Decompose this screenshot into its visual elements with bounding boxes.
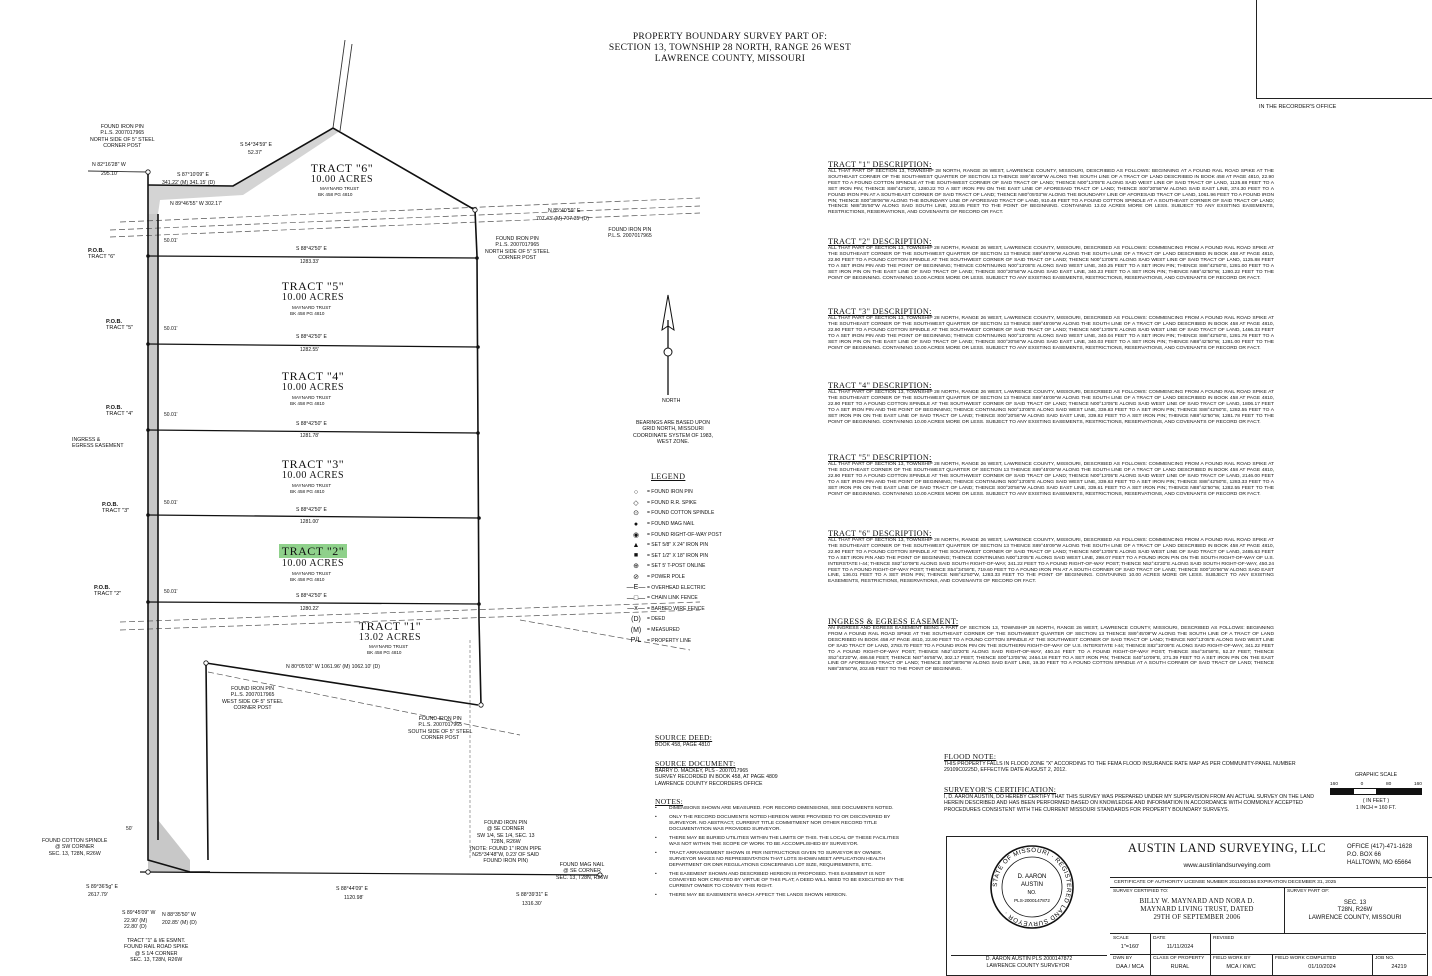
pob-3-label: P.O.B. bbox=[102, 502, 119, 508]
desc-head: TRACT "4" DESCRIPTION: bbox=[828, 381, 932, 390]
legend-item bbox=[625, 540, 735, 551]
legend-set-pin-icon: ▲ bbox=[632, 541, 640, 549]
legend-label: = DEED bbox=[647, 616, 666, 623]
note-text: THERE MAY BE EASEMENTS WHICH AFFECT THE LANDS SHOWN HEREON. bbox=[669, 893, 847, 898]
surveyor-cert bbox=[944, 785, 1324, 813]
scale-bar bbox=[1330, 788, 1422, 795]
tract-5-description bbox=[828, 453, 1274, 497]
surveyor-seal bbox=[987, 843, 1077, 931]
pob-2 bbox=[94, 585, 121, 598]
legend-item bbox=[625, 487, 735, 498]
tract-4-name: TRACT "4" bbox=[281, 369, 345, 383]
bearing-top: S 87°10'09" E bbox=[177, 172, 210, 178]
legend-label: = FOUND IRON PIN bbox=[647, 489, 693, 496]
tract-4-description bbox=[828, 381, 1274, 425]
north-note: BEARINGS ARE BASED UPON GRID NORTH, MISSOURI COORDINATE SYSTEM OF 1983, WEST ZONE. bbox=[632, 420, 714, 446]
row-bearing: N 80°05'03" W 1061.96' (M) 1062.10' (D) bbox=[286, 664, 380, 670]
desc-body: ALL THAT PART OF SECTION 13, TOWNSHIP 28 NORTH, RANGE 26 WEST, LAWRENCE COUNTY, MISSOURI, DESCRIBED AS FOLLOWS: COMMENCING FROM A FOUND RAIL ROAD SPIKE AT THE SOUTHEAST CORNER OF THE SOUTHWEST QUARTER OF SECTION 13 THENCE S89°45'09"W ALONG THE SOUTH LINE OF A TRACT OF LAND DESCRIBED IN BOOK 458 AT PAGE 4810, 22.90 FEET TO A FOUND COTTON SPINDLE AT THE SOUTHWEST CORNER OF SAID TRACT OF LAND; THENCE N00°13'05"E ALONG SAID WEST LINE OF SAID TRACT OF LAND, 1806.17 FEET TO A SET IRON PIN AND THE POINT OF BEGINNING; THENCE CONTINUING N00°13'05"E ALONG SAID WEST LINE, 339.83 FEET TO A SET IRON PIN; THENCE S88°42'50"E, 1282.55 FEET TO A SET IRON PIN ON THE EAST LINE OF SAID TRACT OF LAND; THENCE S00°20'56"W ALONG SAID EAST LINE, 339.82 FEET TO A SET IRON PIN; THENCE N88°42'50"W, 1281.78 FEET TO THE POINT OF BEGINNING. CONTAINING 10.00 ACRES MORE OR LESS. SUBJECT TO ANY EXISTING EASEMENTS, RESTRICTIONS, RESERVATIONS, AND COVENANTS OF RECORD OR FACT. bbox=[828, 390, 1274, 425]
field-label: FIELD WORK BY bbox=[1213, 956, 1251, 961]
job-cell bbox=[1372, 954, 1426, 975]
title-block bbox=[946, 836, 1428, 976]
legend-label: = POWER POLE bbox=[647, 574, 685, 581]
scale-ticks bbox=[1330, 782, 1422, 787]
dist-top: 341.22' (M) 341.15' (D) bbox=[162, 180, 216, 186]
easement-strip bbox=[148, 214, 158, 860]
legend-property-line-icon: P/L bbox=[630, 637, 642, 645]
bearing-row: N 89°46'55" W 302.17' bbox=[170, 201, 223, 207]
date-label: DATE bbox=[1153, 936, 1166, 941]
line-6-bearing: S 88°42'50" E bbox=[296, 246, 327, 252]
legend-barbed-fence-icon: —x— bbox=[627, 605, 645, 613]
bottom-dist-4: 1120.98' bbox=[344, 895, 364, 901]
tract-2-name-highlight: TRACT "2" bbox=[279, 544, 347, 558]
scale-tick: 80 bbox=[1385, 782, 1392, 788]
tract-1-book: BK 458 PG 4810 bbox=[367, 650, 402, 655]
tract-2-description bbox=[828, 237, 1274, 281]
certified-to-label: SURVEY CERTIFIED TO: bbox=[1113, 889, 1169, 894]
pob-6 bbox=[88, 248, 115, 261]
note-item: • THERE MAY BE EASEMENTS WHICH AFFECT THE LANDS SHOWN HEREON. bbox=[655, 893, 847, 898]
completed-label: FIELD WORK COMPLETED bbox=[1275, 956, 1337, 961]
desc-body: ALL THAT PART OF SECTION 13, TOWNSHIP 28 NORTH, RANGE 26 WEST, LAWRENCE COUNTY, MISSOURI, DESCRIBED AS FOLLOWS: COMMENCING FROM A FOUND RAIL ROAD SPIKE AT THE SOUTHEAST CORNER OF THE SOUTHWEST QUARTER OF SECTION 13 THENCE S89°45'09"W ALONG THE SOUTH LINE OF A TRACT OF LAND DESCRIBED IN BOOK 458 AT PAGE 4810, 22.90 FEET TO A FOUND COTTON SPINDLE AT THE SOUTHWEST CORNER OF SAID TRACT OF LAND; THENCE N00°13'05"E ALONG SAID WEST LINE OF SAID TRACT OF LAND, 1125.88 FEET TO A SET IRON PIN AND THE POINT OF BEGINNING; THENCE CONTINUING N00°13'05"E ALONG SAID WEST LINE, 340.25 FEET TO A SET IRON PIN; THENCE S88°42'50"E, 1281.00 FEET TO A SET IRON PIN ON THE EAST LINE OF SAID TRACT OF LAND; THENCE S00°20'56"W ALONG SAID EAST LINE, 340.23 FEET TO A SET IRON PIN; THENCE N88°42'50"W, 1280.22 FEET TO THE POINT OF BEGINNING. CONTAINING 10.00 ACRES MORE OR LESS. SUBJECT TO ANY EXISTING EASEMENTS, RESTRICTIONS, RESERVATIONS, AND COVENANTS OF RECORD OR FACT. bbox=[828, 246, 1274, 281]
recorder-note: IN THE RECORDER'S OFFICE bbox=[1259, 104, 1337, 110]
legend-found-pin-icon: ○ bbox=[633, 488, 639, 496]
scale-value: 1"=160' bbox=[1120, 944, 1140, 950]
title-line-1: PROPERTY BOUNDARY SURVEY PART OF: bbox=[632, 32, 828, 42]
tract-5-name: TRACT "5" bbox=[281, 279, 345, 293]
certified-to-box bbox=[1110, 887, 1285, 933]
legend-mag-nail-icon: ● bbox=[633, 520, 639, 528]
legend-item bbox=[625, 498, 735, 509]
property-boundary bbox=[148, 128, 481, 872]
pob-4 bbox=[106, 405, 133, 418]
dim-50-b: 50.01' bbox=[164, 326, 178, 332]
line-2-bearing: S 88°42'50" E bbox=[296, 593, 327, 599]
note-text: ONLY THE RECORD DOCUMENTS NOTED HEREON WERE PROVIDED TO OR DISCOVERED BY SURVEYOR. NO ABSTRACT, CURRENT TITLE COMMITMENT NOR OTHER RECORD TITLE DOCUMENTATION WAS PROVIDED SURVEYOR. bbox=[669, 815, 891, 832]
tract-4-owner: MAYNARD TRUST bbox=[292, 395, 332, 400]
desc-head: TRACT "6" DESCRIPTION: bbox=[828, 529, 932, 538]
dwn-value: DAA / MCA bbox=[1116, 964, 1144, 970]
legend-power-pole-icon: ⊘ bbox=[633, 574, 639, 582]
note-item: • DIMENSIONS SHOWN ARE MEASURED. FOR RECORD DIMENSIONS, SEE DOCUMENTS NOTED. bbox=[655, 806, 894, 811]
bottom-dist-3: 202.85' (M) (D) bbox=[162, 920, 197, 926]
tract-6-description bbox=[828, 529, 1274, 585]
scale-tick: 160 bbox=[1330, 782, 1339, 788]
note-item: • THERE MAY BE BURIED UTILITIES WITHIN THE LIMITS OF THIS. THE LOCAL OF THESE FACILITIES WAS NOT WITHIN THE SCOPE OF WORK TO BE ACCOMPLISHED BY SURVEYOR. bbox=[655, 836, 905, 848]
company-contact bbox=[1347, 843, 1412, 867]
revised-label: REVISED bbox=[1213, 936, 1235, 941]
tract-2-acres: 10.00 ACRES bbox=[281, 558, 345, 569]
bearing-ne: N 85°40'59" E bbox=[548, 208, 581, 214]
note-item: • TRACT ARRANGEMENT SHOWN IS PER INSTRUCTIONS GIVEN TO SURVEYOR BY OWNER. SURVEYOR MAKES NO REPRESENTATION THAT LOTS SHOWN MEET APPLICATION HEALTH DEPARTMENT OR DNR REGULATIONS CONCERNING LOT SIZE, REQUIREMENTS, ETC. bbox=[655, 851, 905, 869]
tract-6-name: TRACT "6" bbox=[310, 161, 374, 175]
pob-6-label: P.O.B. bbox=[88, 248, 105, 254]
found-pin-nw: FOUND IRON PIN P.L.S. 2007017965 NORTH SIDE OF 5" STEEL CORNER POST bbox=[90, 124, 155, 150]
note-item: • ONLY THE RECORD DOCUMENTS NOTED HEREON WERE PROVIDED TO OR DISCOVERED BY SURVEYOR. NO ABSTRACT, CURRENT TITLE COMMITMENT NOR OTHER RECORD TITLE DOCUMENTATION WAS PROVIDED SURVEYOR. bbox=[655, 815, 905, 833]
tract-5-book: BK 458 PG 4810 bbox=[290, 311, 325, 316]
legend-tpost-icon: ⊕ bbox=[633, 563, 639, 571]
pob-4-label: P.O.B. bbox=[106, 405, 123, 411]
legend-item bbox=[625, 561, 735, 572]
seal-number: PLS-2000147872 bbox=[1014, 898, 1050, 903]
bearing-top2: S 54°34'59" E bbox=[240, 142, 273, 148]
scale-unit: ( IN FEET ) bbox=[1362, 798, 1390, 805]
legend-label: = FOUND MAG NAIL bbox=[647, 521, 695, 528]
dim-50-c: 50.01' bbox=[164, 412, 178, 418]
legend-label: = SET 5' T-POST ONLINE bbox=[647, 563, 706, 570]
note-text: TRACT ARRANGEMENT SHOWN IS PER INSTRUCTIONS GIVEN TO SURVEYOR BY OWNER. SURVEYOR MAKES NO REPRESENTATION THAT LOTS SHOWN MEET APPLICATION HEALTH DEPARTMENT OR DNR REGULATIONS CONCERNING LOT SIZE, REQUIREMENTS, ETC. bbox=[669, 851, 886, 868]
legend-item bbox=[625, 572, 735, 583]
pob-3 bbox=[102, 502, 129, 515]
date-value: 11/11/2024 bbox=[1166, 944, 1194, 950]
legend-deed-icon: (D) bbox=[631, 615, 641, 623]
bottom-bearing-4: S 88°44'09" E bbox=[336, 886, 369, 892]
info-grid bbox=[1110, 933, 1426, 975]
tract-1-acres: 13.02 ACRES bbox=[358, 632, 422, 643]
seal-name-1: D. AARON bbox=[1017, 874, 1047, 880]
job-value: 24219 bbox=[1391, 964, 1407, 970]
found-mag-nail: FOUND MAG NAIL @ SE CORNER SEC. 13, T28N, R26W bbox=[556, 862, 609, 881]
class-cell bbox=[1150, 954, 1211, 975]
found-rr-spike: TRACT "1" & I/E ESMNT. FOUND RAIL ROAD SPIKE @ S 1/4 CORNER SEC. 13, T28N, R26W bbox=[124, 938, 189, 964]
flood-note-head: FLOOD NOTE: bbox=[944, 752, 997, 761]
bottom-line bbox=[140, 872, 600, 875]
dim-50-f: 50' bbox=[126, 826, 133, 832]
pob-4-sub: TRACT "4" bbox=[106, 411, 134, 418]
legend-cotton-spindle-icon: ⊙ bbox=[633, 510, 639, 518]
desc-head: TRACT "5" DESCRIPTION: bbox=[828, 453, 932, 462]
seal-name-2: AUSTIN bbox=[1020, 882, 1044, 888]
found-pin-w: FOUND IRON PIN P.L.S. 2007017965 WEST SIDE OF 5" STEEL CORNER POST bbox=[222, 686, 284, 712]
legend-rr-spike-icon: ◇ bbox=[633, 499, 639, 507]
line-5-bearing: S 88°42'50" E bbox=[296, 334, 327, 340]
tract-4-book: BK 458 PG 4810 bbox=[290, 401, 325, 406]
title-line-3: LAWRENCE COUNTY, MISSOURI bbox=[654, 54, 806, 64]
completed-cell bbox=[1272, 954, 1373, 975]
bottom-dist-1: 2617.79' bbox=[88, 892, 108, 898]
easement-strip-bottom bbox=[148, 820, 190, 872]
recorder-box bbox=[1256, 0, 1432, 110]
found-cotton-spindle: FOUND COTTON SPINDLE @ SW CORNER SEC. 13, T28N, R26W bbox=[42, 838, 108, 857]
signer-block bbox=[951, 955, 1107, 963]
tract-2-owner: MAYNARD TRUST bbox=[292, 571, 332, 576]
flood-note bbox=[944, 752, 1324, 774]
dwn-cell bbox=[1110, 954, 1151, 975]
legend-label: = FOUND R.R. SPIKE bbox=[647, 499, 697, 506]
signer-name: D. AARON AUSTIN PLS 2000147872 bbox=[985, 956, 1073, 962]
desc-body: AN INGRESS AND EGRESS EASEMENT BEING A PART OF SECTION 13, TOWNSHIP 28 NORTH, RANGE 26 WEST, LAWRENCE COUNTY, MISSOURI, DESCRIBED AS FOLLOWS: BEGINNING FROM A FOUND RAIL ROAD SPIKE AT THE SOUTHEAST CORNER OF THE SOUTHWEST QUARTER OF SECTION 13 THENCE S89°45'09"W ALONG THE SOUTH LINE OF A TRACT OF LAND DESCRIBED IN BOOK 458 AT PAGE 4810, 22.90 FEET TO A FOUND COTTON SPINDLE AT THE SOUTHWEST CORNER OF SAID TRACT OF LAND; THENCE N00°13'05"E ALONG SAID WEST LINE OF SAID TRACT OF LAND, 2783.70 FEET TO A FOUND IRON PIN ON THE SOUTHERN RIGHT-OF-WAY OF U.S. INTERSTATE I-44; THENCE S82°10'09"E ALONG SAID RIGHT-OF-WAY, 341.22 FEET TO A FOUND RIGHT-OF-WAY POST; THENCE N52°43'20"E ALONG SAID RIGHT-OF-WAY, 450.24 FEET TO A FOUND RIGHT-OF-WAY POST; THENCE S54°34'59"E, 52.37 FEET; THENCE S52°43'20"W, 486.58 FEET; THENCE N87°46'55"W, 302.17 FEET; THENCE S00°13'05"W, 2464.18 FEET TO A SET IRON PIN; THENCE S40°10'09"E, 271.39 FEET TO A SET IRON PIN ON THE EAST LINE OF AFORESAID TRACT OF LAND; THENCE S00°38'06"W ALONG SAID EAST LINE, 19.30 FEET TO A FOUND COTTON SPINDLE AT A SOUTH CORNER OF SAID TRACT OF LAND; THENCE N88°35'50"W, 202.85 FEET TO THE POINT OF BEGINNING. bbox=[828, 626, 1274, 673]
scale-label: SCALE bbox=[1113, 936, 1129, 941]
job-label: JOB NO. bbox=[1375, 956, 1395, 961]
note-text: THERE MAY BE BURIED UTILITIES WITHIN THE LIMITS OF THIS. THE LOCAL OF THESE FACILITIES WAS NOT WITHIN THE SCOPE OF WORK TO BE ACCOMPLISHED BY SURVEYOR. bbox=[669, 836, 899, 847]
desc-body: ALL THAT PART OF SECTION 13, TOWNSHIP 28 NORTH, RANGE 26 WEST, LAWRENCE COUNTY, MISSOURI, DESCRIBED AS FOLLOWS: BEGINNING AT A FOUND RAIL ROAD SPIKE AT THE SOUTHEAST CORNER OF THE SOUTHWEST QUARTER OF SECTION 13 THENCE S89°45'09"W ALONG THE SOUTH LINE OF A TRACT OF LAND DESCRIBED IN BOOK 458 AT PAGE 4810, 22.90 FEET TO A FOUND COTTON SPINDLE AT THE SOUTHWEST CORNER OF SAID TRACT OF LAND; THENCE N00°13'05"E ALONG SAID WEST LINE OF SAID TRACT OF LAND, 1125.88 FEET TO A SET IRON PIN; THENCE S88°42'50"E, 1280.22 TO A SET IRON PIN ON THE EAST LINE OF AFORESAID TRACT OF LAND; THENCE S00°20'56"W ALONG SAID EAST LINE, 374.30 FEET TO A FOUND IRON PIN AT A SOUTHEAST CORNER OF SAID TRACT OF LAND; THENCE N80°05'03"W ALONG THE BOUNDARY LINE OF AFORESAID TRACT OF LAND, 1061.96 FEET TO A FOUND IRON PIN; THENCE S00°38'06"W ALONG THE BOUNDARY LINE OF AFORESAID TRACT OF LAND, 910.48 FEET TO A FOUND COTTON SPINDLE AT A SOUTHEAST CORNER OF SAID TRACT OF LAND; THENCE N88°35'50"W ALONG SAID SOUTH LINE, 202.85 FEET TO THE POINT OF BEGINNING. CONTAINING 13.02 ACRES MORE OR LESS. SUBJECT TO ANY EXISTING EASEMENTS, RESTRICTIONS, RESERVATIONS, AND COVENANTS OF RECORD OR FACT. bbox=[828, 169, 1274, 216]
note-text: DIMENSIONS SHOWN ARE MEASURED. FOR RECORD DIMENSIONS, SEE DOCUMENTS NOTED. bbox=[669, 806, 894, 811]
desc-body: ALL THAT PART OF SECTION 13, TOWNSHIP 28 NORTH, RANGE 26 WEST, LAWRENCE COUNTY, MISSOURI, DESCRIBED AS FOLLOWS: COMMENCING FROM A FOUND RAIL ROAD SPIKE AT THE SOUTHEAST CORNER OF THE SOUTHWEST QUARTER OF SECTION 13 THENCE S89°45'09"W ALONG THE SOUTH LINE OF A TRACT OF LAND DESCRIBED IN BOOK 458 AT PAGE 4810, 22.90 FEET TO A FOUND COTTON SPINDLE AT THE SOUTHWEST CORNER OF SAID TRACT OF LAND; THENCE N00°13'05"E ALONG SAID WEST LINE OF SAID TRACT OF LAND, 1466.33 FEET TO A SET IRON PIN AND THE POINT OF BEGINNING; THENCE CONTINUING N00°13'05"E ALONG SAID WEST LINE, 340.04 FEET TO A SET IRON PIN; THENCE S88°42'50"E, 1281.78 FEET TO A SET IRON PIN ON THE EAST LINE OF SAID TRACT OF LAND; THENCE S00°20'56"W ALONG SAID EAST LINE, 340.03 FEET TO A SET IRON PIN; THENCE N88°42'50"W, 1281.00 FEET TO THE POINT OF BEGINNING. CONTAINING 10.00 ACRES MORE OR LESS. SUBJECT TO ANY EXISTING EASEMENTS, RESTRICTIONS, RESERVATIONS, AND COVENANTS OF RECORD OR FACT. bbox=[828, 316, 1274, 351]
legend-label: = BARBED WIRE FENCE bbox=[647, 605, 705, 612]
found-pin-ne2: FOUND IRON PIN P.L.S. 2007017965 NORTH SIDE OF 5" STEEL CORNER POST bbox=[485, 236, 550, 262]
legend-set-pin-small-icon: ■ bbox=[633, 552, 639, 560]
note-text: THE EASEMENT SHOWN AND DESCRIBED HEREON IS PROPOSED. THIS EASEMENT IS NOT CONVEYED NOR CREATED BY VIRTUE OF THIS PLAT; A DEED WILL NEED TO BE EXECUTED BY THE CURRENT OWNER TO CONVEY THIS RIGHT. bbox=[669, 872, 904, 889]
tract-1-owner: MAYNARD TRUST bbox=[369, 644, 409, 649]
found-pin-se: FOUND IRON PIN @ SE CORNER SW 1/4, SE 1/4, SEC. 13 T28N, R26W (NOTE: FOUND 1" IRON PIPE N25°34'48"W, 0.23' OF SAID FOUND IRON PIN) bbox=[470, 820, 542, 865]
found-pin-ne: FOUND IRON PIN P.L.S. 2007017965 bbox=[608, 227, 652, 240]
legend-item bbox=[625, 508, 735, 519]
legend-label: = MEASURED bbox=[647, 627, 680, 634]
tract-3-owner: MAYNARD TRUST bbox=[292, 483, 332, 488]
surveyor-cert-text: I, D. AARON AUSTIN, DO HEREBY CERTIFY THAT THIS SURVEY WAS PREPARED UNDER MY SUPERVISION FROM AN ACTUAL SURVEY ON THE LAND HEREIN DESCRIBED AND HAS BEEN PERFORMED BASED ON KNOWLEDGE AND INFORMATION IN ACCORDANCE WITH COMMONLY ACCEPTED PROCEDURES CONSISTENT WITH THE CURRENT MISSOURI STANDARDS FOR PROPERTY BOUNDARY SURVEYS. bbox=[944, 794, 1315, 813]
notes bbox=[655, 797, 905, 902]
license-line: CERTIFICATE OF AUTHORITY LICENSE NUMBER 2011000156 EXPIRATION DECEMBER 31, 2025 bbox=[1110, 877, 1432, 887]
dwn-label: DWN BY bbox=[1113, 956, 1133, 961]
desc-head: INGRESS & EGRESS EASEMENT: bbox=[828, 617, 959, 626]
legend-item bbox=[625, 582, 735, 593]
line-4-dist: 1281.78' bbox=[300, 433, 320, 439]
class-value: RURAL bbox=[1170, 964, 1190, 970]
scale-tick: 160 bbox=[1413, 782, 1422, 788]
legend-item bbox=[625, 529, 735, 540]
company-city: HALLTOWN, MO 65664 bbox=[1347, 860, 1412, 866]
line-4-bearing: S 88°42'50" E bbox=[296, 421, 327, 427]
pob-5-sub: TRACT "5" bbox=[106, 325, 134, 332]
completed-value: 01/10/2024 bbox=[1308, 964, 1336, 970]
tract-5-owner: MAYNARD TRUST bbox=[292, 305, 332, 310]
tract-2-book: BK 458 PG 4810 bbox=[290, 577, 325, 582]
legend bbox=[625, 472, 735, 646]
line-3-dist: 1281.00' bbox=[300, 519, 320, 525]
legend-electric-icon: —E— bbox=[626, 584, 646, 592]
pob-6-sub: TRACT "6" bbox=[88, 254, 116, 261]
bottom-bearing-1: S 89°36'5g" E bbox=[86, 884, 119, 890]
title-line-2: SECTION 13, TOWNSHIP 28 NORTH, RANGE 26 WEST bbox=[608, 43, 852, 53]
notes-head: NOTES: bbox=[655, 797, 684, 806]
tract-4-acres: 10.00 ACRES bbox=[281, 382, 345, 393]
source-deed-head: SOURCE DEED: bbox=[655, 733, 713, 742]
tract-6-book: BK 458 PG 4810 bbox=[318, 192, 353, 197]
legend-measured-icon: (M) bbox=[630, 626, 642, 634]
seal-no: NO. bbox=[1027, 890, 1037, 896]
tract-6-owner: MAYNARD TRUST bbox=[320, 186, 360, 191]
north-arrow-icon bbox=[662, 295, 674, 395]
dist-nw: 295.10' bbox=[101, 171, 118, 177]
legend-item bbox=[625, 551, 735, 562]
source-deed-text: BOOK 458, PAGE 4810 bbox=[655, 742, 710, 748]
tract-2-name bbox=[258, 544, 368, 559]
legend-label: = SET 5/8" X 24" IRON PIN bbox=[647, 542, 709, 549]
graphic-scale-title: GRAPHIC SCALE bbox=[1354, 772, 1398, 778]
company-pobox: P.O. BOX 66 bbox=[1347, 852, 1381, 858]
bottom-bearing-3: N 88°35'50" W bbox=[162, 912, 196, 918]
found-pin-s: FOUND IRON PIN P.L.S. 2007017965 SOUTH SIDE OF 5" STEEL CORNER POST bbox=[408, 716, 473, 742]
company-name: AUSTIN LAND SURVEYING, LLC bbox=[1127, 841, 1327, 855]
field-value: MCA / KWC bbox=[1226, 964, 1256, 970]
road-top bbox=[88, 40, 352, 172]
desc-head: TRACT "2" DESCRIPTION: bbox=[828, 237, 932, 246]
north-label: NORTH bbox=[662, 398, 681, 404]
pob-2-sub: TRACT "2" bbox=[94, 591, 122, 598]
scale-ratio: 1 INCH = 160 FT. bbox=[1355, 804, 1397, 811]
line-6-dist: 1283.33' bbox=[300, 259, 320, 265]
certified-to: BILLY W. MAYNARD AND NORA D. MAYNARD LIVING TRUST, DATED 29TH OF SEPTEMBER 2006 bbox=[1139, 898, 1255, 921]
legend-label: = FOUND RIGHT-OF-WAY POST bbox=[647, 531, 722, 538]
seal-ring-text: STATE OF MISSOURI · REGISTERED LAND SURVEYOR · bbox=[991, 846, 1073, 928]
easement-description bbox=[828, 617, 1274, 673]
dim-50-d: 50.01' bbox=[164, 500, 178, 506]
source-document-text: BARRY D. MACKEY, PLS - 2007017965 SURVEY RECORDED IN BOOK 458, AT PAGE 4809 LAWRENCE COUNTY RECORDERS OFFICE bbox=[655, 768, 778, 787]
legend-label: = FOUND COTTON SPINDLE bbox=[647, 510, 715, 517]
desc-head: TRACT "1" DESCRIPTION: bbox=[828, 160, 932, 169]
desc-body: ALL THAT PART OF SECTION 13, TOWNSHIP 28 NORTH, RANGE 26 WEST, LAWRENCE COUNTY, MISSOURI, DESCRIBED AS FOLLOWS: COMMENCING FROM A FOUND RAIL ROAD SPIKE AT THE SOUTHEAST CORNER OF THE SOUTHWEST QUARTER OF SECTION 13 THENCE S89°45'09"W ALONG THE SOUTH LINE OF A TRACT OF LAND DESCRIBED IN BOOK 458 AT PAGE 4810, 22.90 FEET TO A FOUND COTTON SPINDLE AT THE SOUTHWEST CORNER OF SAID TRACT OF LAND; THENCE N00°13'05"E ALONG SAID WEST LINE OF SAID TRACT OF LAND, 2485.63 FEET TO A SET IRON PIN AND THE POINT OF BEGINNING; THENCE CONTINUING N00°13'05"E ALONG SAID WEST LINE, 298.07 FEET TO A FOUND IRON PIN ON THE SOUTH RIGHT-OF-WAY OF U.S. INTERSTATE I-44; THENCE S82°10'09"E ALONG SAID SOUTH RIGHT-OF-WAY, 341.22 FEET TO A FOUND RIGHT-OF-WAY POST; THENCE N52°43'20"E ALONG SAID SOUTH RIGHT-OF-WAY, 450.24 FEET TO A FOUND RIGHT-OF-WAY POST; THENCE S54°34'59"E, 719.60 FEET TO A FOUND IRON PIN AT A SOUTH CORNER OF SAID TRACT OF LAND; THENCE S00°20'56"W ALONG SAID EAST LINE, 136.01 FEET TO A SET IRON PIN; THENCE N88°42'50"W, 1283.33 FEET TO THE POINT OF BEGINNING. CONTAINING 10.00 ACRES MORE OR LESS. SUBJECT TO ANY EXISTING EASEMENTS, RESTRICTIONS, RESERVATIONS, AND COVENANTS OF RECORD OR FACT. bbox=[828, 538, 1274, 585]
legend-item bbox=[625, 625, 735, 636]
tract-6-acres: 10.00 ACRES bbox=[310, 174, 374, 185]
source-document-head: SOURCE DOCUMENT: bbox=[655, 759, 736, 768]
company-office: OFFICE (417)-471-1628 bbox=[1347, 844, 1413, 850]
desc-head: TRACT "3" DESCRIPTION: bbox=[828, 307, 932, 316]
line-2-dist: 1280.22' bbox=[300, 606, 320, 612]
class-label: CLASS OF PROPERTY bbox=[1153, 956, 1205, 961]
legend-item bbox=[625, 614, 735, 625]
bottom-bearing-5: S 88°39'31" E bbox=[516, 892, 549, 898]
company-website[interactable]: www.austinlandsurveying.com bbox=[1183, 862, 1271, 869]
legend-item bbox=[625, 519, 735, 530]
legend-item bbox=[625, 604, 735, 615]
line-3-bearing: S 88°42'50" E bbox=[296, 507, 327, 513]
dim-50-a: 50.01' bbox=[164, 238, 178, 244]
pob-3-sub: TRACT "3" bbox=[102, 508, 130, 515]
signer-title: LAWRENCE COUNTY SURVEYOR bbox=[986, 963, 1070, 969]
dist-ne: 707.43' (M) 707.35' (D) bbox=[536, 216, 590, 222]
tract-3-acres: 10.00 ACRES bbox=[281, 470, 345, 481]
source-deed bbox=[655, 733, 712, 748]
bottom-dist-2: 22.90' (M) 22.80' (D) bbox=[124, 918, 148, 931]
legend-item bbox=[625, 593, 735, 604]
source-document bbox=[655, 759, 778, 787]
legend-chain-fence-icon: —□— bbox=[626, 594, 646, 602]
date-cell bbox=[1150, 934, 1211, 955]
legend-label: = SET 1/2" X 18" IRON PIN bbox=[647, 552, 709, 559]
survey-part: SEC. 13 T28N, R26W LAWRENCE COUNTY, MISSOURI bbox=[1308, 900, 1402, 921]
survey-part-box bbox=[1284, 887, 1426, 933]
scale-tick: 0 bbox=[1360, 782, 1364, 788]
legend-title: LEGEND bbox=[651, 472, 686, 481]
graphic-scale bbox=[1330, 772, 1422, 811]
flood-note-text: THIS PROPERTY FALLS IN FLOOD ZONE "X" ACCORDING TO THE FEMA FLOOD INSURANCE RATE MAP AS PER COMMUNITY-PANEL NUMBER 29109C0225D, EFFECTIVE DATE AUGUST 2, 2012. bbox=[944, 761, 1296, 774]
legend-row-post-icon: ◉ bbox=[632, 531, 640, 539]
tract-3-name: TRACT "3" bbox=[281, 457, 345, 471]
bottom-bearing-2: S 89°45'09" W bbox=[122, 910, 156, 916]
tract-1-description bbox=[828, 160, 1274, 216]
field-cell bbox=[1210, 954, 1273, 975]
tract-1-name: TRACT "1" bbox=[358, 619, 422, 633]
ingress-label: INGRESS & EGRESS EASEMENT bbox=[72, 437, 124, 450]
corner-markers bbox=[146, 170, 602, 877]
tract-5-acres: 10.00 ACRES bbox=[281, 292, 345, 303]
bottom-dist-5: 1316.30' bbox=[522, 901, 542, 907]
survey-part-label: SURVEY PART OF: bbox=[1287, 889, 1330, 894]
note-item: • THE EASEMENT SHOWN AND DESCRIBED HEREON IS PROPOSED. THIS EASEMENT IS NOT CONVEYED NOR CREATED BY VIRTUE OF THIS PLAT; A DEED WILL NEED TO BE EXECUTED BY THE CURRENT OWNER TO CONVEY THIS RIGHT. bbox=[655, 872, 904, 889]
legend-label: = CHAIN LINK FENCE bbox=[647, 595, 698, 602]
dim-50-e: 50.01' bbox=[164, 589, 178, 595]
line-5-dist: 1282.55' bbox=[300, 347, 320, 353]
legend-item bbox=[625, 635, 735, 646]
company-header bbox=[1112, 841, 1342, 869]
tract-3-description bbox=[828, 307, 1274, 351]
pob-5 bbox=[106, 319, 133, 332]
pob-2-label: P.O.B. bbox=[94, 585, 111, 591]
dist-top2: 52.37' bbox=[248, 150, 262, 156]
scale-cell bbox=[1110, 934, 1151, 955]
pob-5-label: P.O.B. bbox=[106, 319, 123, 325]
legend-label: = PROPERTY LINE bbox=[647, 637, 692, 644]
tract-3-book: BK 458 PG 4810 bbox=[290, 489, 325, 494]
revised-cell bbox=[1210, 934, 1426, 955]
bearing-nw: N 82°16'28" W bbox=[92, 162, 126, 168]
surveyor-cert-head: SURVEYOR'S CERTIFICATION: bbox=[944, 785, 1057, 794]
desc-body: ALL THAT PART OF SECTION 13, TOWNSHIP 28 NORTH, RANGE 26 WEST, LAWRENCE COUNTY, MISSOURI, DESCRIBED AS FOLLOWS: COMMENCING FROM A FOUND RAIL ROAD SPIKE AT THE SOUTHEAST CORNER OF THE SOUTHWEST QUARTER OF SECTION 13 THENCE S89°45'09"W ALONG THE SOUTH LINE OF A TRACT OF LAND DESCRIBED IN BOOK 458 AT PAGE 4810, 22.90 FEET TO A FOUND COTTON SPINDLE AT THE SOUTHWEST CORNER OF SAID TRACT OF LAND; THENCE N00°13'05"E ALONG SAID WEST LINE OF SAID TRACT OF LAND, 2146.00 FEET TO A SET IRON PIN AND THE POINT OF BEGINNING; THENCE CONTINUING N00°13'05"E ALONG SAID WEST LINE, 339.63 FEET TO A SET IRON PIN; THENCE S88°42'50"E, 1283.33 FEET TO A SET IRON PIN ON THE EAST LINE OF SAID TRACT OF LAND; THENCE S00°20'56"W ALONG SAID EAST LINE, 339.61 FEET TO A SET IRON PIN; THENCE N88°42'50"W, 1282.55 FEET TO THE POINT OF BEGINNING. CONTAINING 10.00 ACRES MORE OR LESS. SUBJECT TO ANY EXISTING EASEMENTS, RESTRICTIONS, RESERVATIONS, AND COVENANTS OF RECORD OR FACT. bbox=[828, 462, 1274, 497]
legend-label: = OVERHEAD ELECTRIC bbox=[647, 584, 706, 591]
